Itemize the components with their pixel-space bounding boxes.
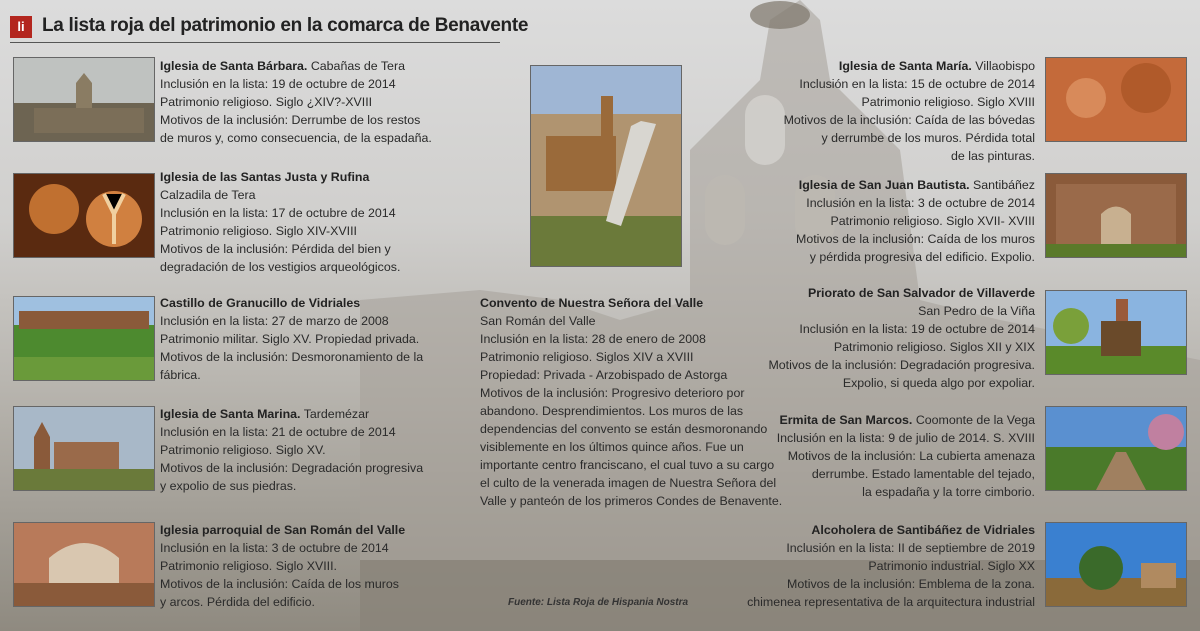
entry-line: Motivos de la inclusión: Emblema de la zona. (787, 577, 1035, 591)
photo-santas-justa-rufina (13, 173, 155, 258)
entry-ermita-san-marcos (777, 411, 1035, 501)
entry-line: Motivos de la inclusión: Derrumbe de los restos (160, 113, 421, 127)
entry-line: Patrimonio militar. Siglo XV. Propiedad privada. (160, 332, 420, 346)
entry-line: dependencias del convento se están desmoronando (480, 422, 768, 436)
entry-line: Patrimonio industrial. Siglo XX (868, 559, 1035, 573)
entry-line: Motivos de la inclusión: Degradación progresiva. (768, 358, 1035, 372)
photo-santa-marina (13, 406, 155, 491)
entry-title: Alcoholera de Santibáñez de Vidriales (811, 523, 1035, 537)
entry-line: Patrimonio religioso. Siglo XV. (160, 443, 326, 457)
entry-line: Motivos de la inclusión: Pérdida del bien y (160, 242, 391, 256)
entry-santa-barbara (160, 57, 432, 147)
entry-line: fábrica. (160, 368, 201, 382)
entry-line: de las pinturas. (950, 149, 1035, 163)
entry-place: Coomonte de la Vega (912, 413, 1035, 427)
entry-place: Santibáñez (969, 178, 1035, 192)
entry-line: Inclusión en la lista: II de septiembre de 2019 (786, 541, 1035, 555)
entry-santas-justa-rufina (160, 168, 400, 276)
entry-line: y pérdida progresiva del edificio. Expolio. (809, 250, 1035, 264)
entry-line: Patrimonio religioso. Siglo XVIII (861, 95, 1035, 109)
entry-line: Motivos de la inclusión: Degradación progresiva (160, 461, 424, 475)
entry-alcoholera (747, 521, 1035, 611)
entry-line: Inclusión en la lista: 15 de octubre de 2014 (799, 77, 1035, 91)
entry-line: Inclusión en la lista: 27 de marzo de 2008 (160, 314, 389, 328)
entry-line: derrumbe. Estado lamentable del tejado, (811, 467, 1035, 481)
photo-castillo-granucillo (13, 296, 155, 381)
entry-line: la espadaña y la torre cimborio. (862, 485, 1035, 499)
entry-line: Inclusión en la lista: 3 de octubre de 2014 (160, 541, 389, 555)
entry-san-juan-bautista (796, 176, 1035, 266)
entry-convento-valle (480, 294, 782, 510)
photo-convento-valle (530, 65, 682, 267)
page-header (10, 14, 529, 43)
photo-santa-barbara (13, 57, 155, 142)
entry-line: Motivos de la inclusión: Progresivo deterioro por (480, 386, 745, 400)
entry-place: Tardemézar (300, 407, 370, 421)
entry-line: y arcos. Pérdida del edificio. (160, 595, 315, 609)
logo-icon: li (10, 16, 32, 38)
entry-line: importante centro franciscano, el cual tuvo a su cargo (480, 458, 775, 472)
entry-line: Inclusión en la lista: 19 de octubre de 2014 (799, 322, 1035, 336)
entry-line: Patrimonio religioso. Siglo XVIII. (160, 559, 337, 573)
entry-title: Castillo de Granucillo de Vidriales (160, 296, 361, 310)
entry-santa-maria (784, 57, 1035, 165)
entry-place: Cabañas de Tera (307, 59, 405, 73)
photo-san-juan-bautista (1045, 173, 1187, 258)
entry-title: Iglesia de las Santas Justa y Rufina (160, 170, 370, 184)
entry-title: Iglesia de Santa Bárbara. (160, 59, 308, 73)
entry-line: Motivos de la inclusión: Caída de las bóvedas (783, 113, 1035, 127)
entry-line: Patrimonio religioso. Siglos XII y XIX (833, 340, 1035, 354)
entry-line: Calzadila de Tera (160, 188, 256, 202)
entry-line: Patrimonio religioso. Siglo XVII- XVIII (830, 214, 1035, 228)
entry-line: Patrimonio religioso. Siglos XIV a XVIII (480, 350, 694, 364)
entry-line: el culto de la venerada imagen de Nuestra Señora del (480, 476, 777, 490)
entry-line: de muros y, como consecuencia, de la espadaña. (160, 131, 432, 145)
entry-line: Inclusión en la lista: 17 de octubre de 2014 (160, 206, 396, 220)
entry-line: Motivos de la inclusión: Caída de los muros (160, 577, 399, 591)
photo-santa-maria (1045, 57, 1187, 142)
entry-line: abandono. Desprendimientos. Los muros de las (480, 404, 744, 418)
entry-line: Valle y panteón de los primeros Condes de Benavente. (480, 494, 783, 508)
photo-san-roman-del-valle (13, 522, 155, 607)
entry-line: y derrumbe de los muros. Pérdida total (821, 131, 1035, 145)
entry-title: Iglesia de Santa María. (838, 59, 972, 73)
entry-place: Villaobispo (971, 59, 1035, 73)
entry-line: Motivos de la inclusión: Desmoronamiento de la (160, 350, 424, 364)
entry-priorato-villaverde (768, 284, 1035, 392)
entry-line: Inclusión en la lista: 28 de enero de 2008 (480, 332, 706, 346)
entry-line: Motivos de la inclusión: Caída de los muros (796, 232, 1035, 246)
entry-line: degradación de los vestigios arqueológicos. (160, 260, 401, 274)
entry-title: Iglesia de San Juan Bautista. (798, 178, 970, 192)
entry-san-roman-del-valle (160, 521, 405, 611)
entry-line: Inclusión en la lista: 21 de octubre de 2014 (160, 425, 396, 439)
entry-title: Iglesia de Santa Marina. (160, 407, 301, 421)
entry-line: Inclusión en la lista: 3 de octubre de 2014 (806, 196, 1035, 210)
entry-line: Expolio, si queda algo por expoliar. (842, 376, 1035, 390)
entry-line: Patrimonio religioso. Siglo XIV-XVIII (160, 224, 357, 238)
photo-ermita-san-marcos (1045, 406, 1187, 491)
entry-line: Motivos de la inclusión: La cubierta amenaza (787, 449, 1035, 463)
entry-line: Patrimonio religioso. Siglo ¿XIV?-XVIII (160, 95, 373, 109)
entry-title: Iglesia parroquial de San Román del Valle (160, 523, 406, 537)
entry-title: Priorato de San Salvador de Villaverde (807, 286, 1035, 300)
page-title: La lista roja del patrimonio en la comarca de Benavente (42, 15, 529, 36)
entry-castillo-granucillo (160, 294, 423, 384)
photo-priorato-villaverde (1045, 290, 1187, 375)
entry-line: chimenea representativa de la arquitectura industrial (747, 595, 1035, 609)
entry-line: visiblemente en los últimos quince años. Fue un (480, 440, 744, 454)
entry-line: Propiedad: Privada - Arzobispado de Astorga (480, 368, 728, 382)
entry-line: Inclusión en la lista: 19 de octubre de 2014 (160, 77, 396, 91)
entry-title: Ermita de San Marcos. (779, 413, 913, 427)
entry-line: Inclusión en la lista: 9 de julio de 2014. S. XVIII (776, 431, 1035, 445)
entry-line: San Román del Valle (480, 314, 596, 328)
entry-santa-marina (160, 405, 423, 495)
entry-line: y expolio de sus piedras. (160, 479, 297, 493)
source-credit: Fuente: Lista Roja de Hispania Nostra (508, 597, 689, 608)
entry-title: Convento de Nuestra Señora del Valle (480, 296, 704, 310)
entry-line: San Pedro de la Viña (918, 304, 1035, 318)
photo-alcoholera (1045, 522, 1187, 607)
